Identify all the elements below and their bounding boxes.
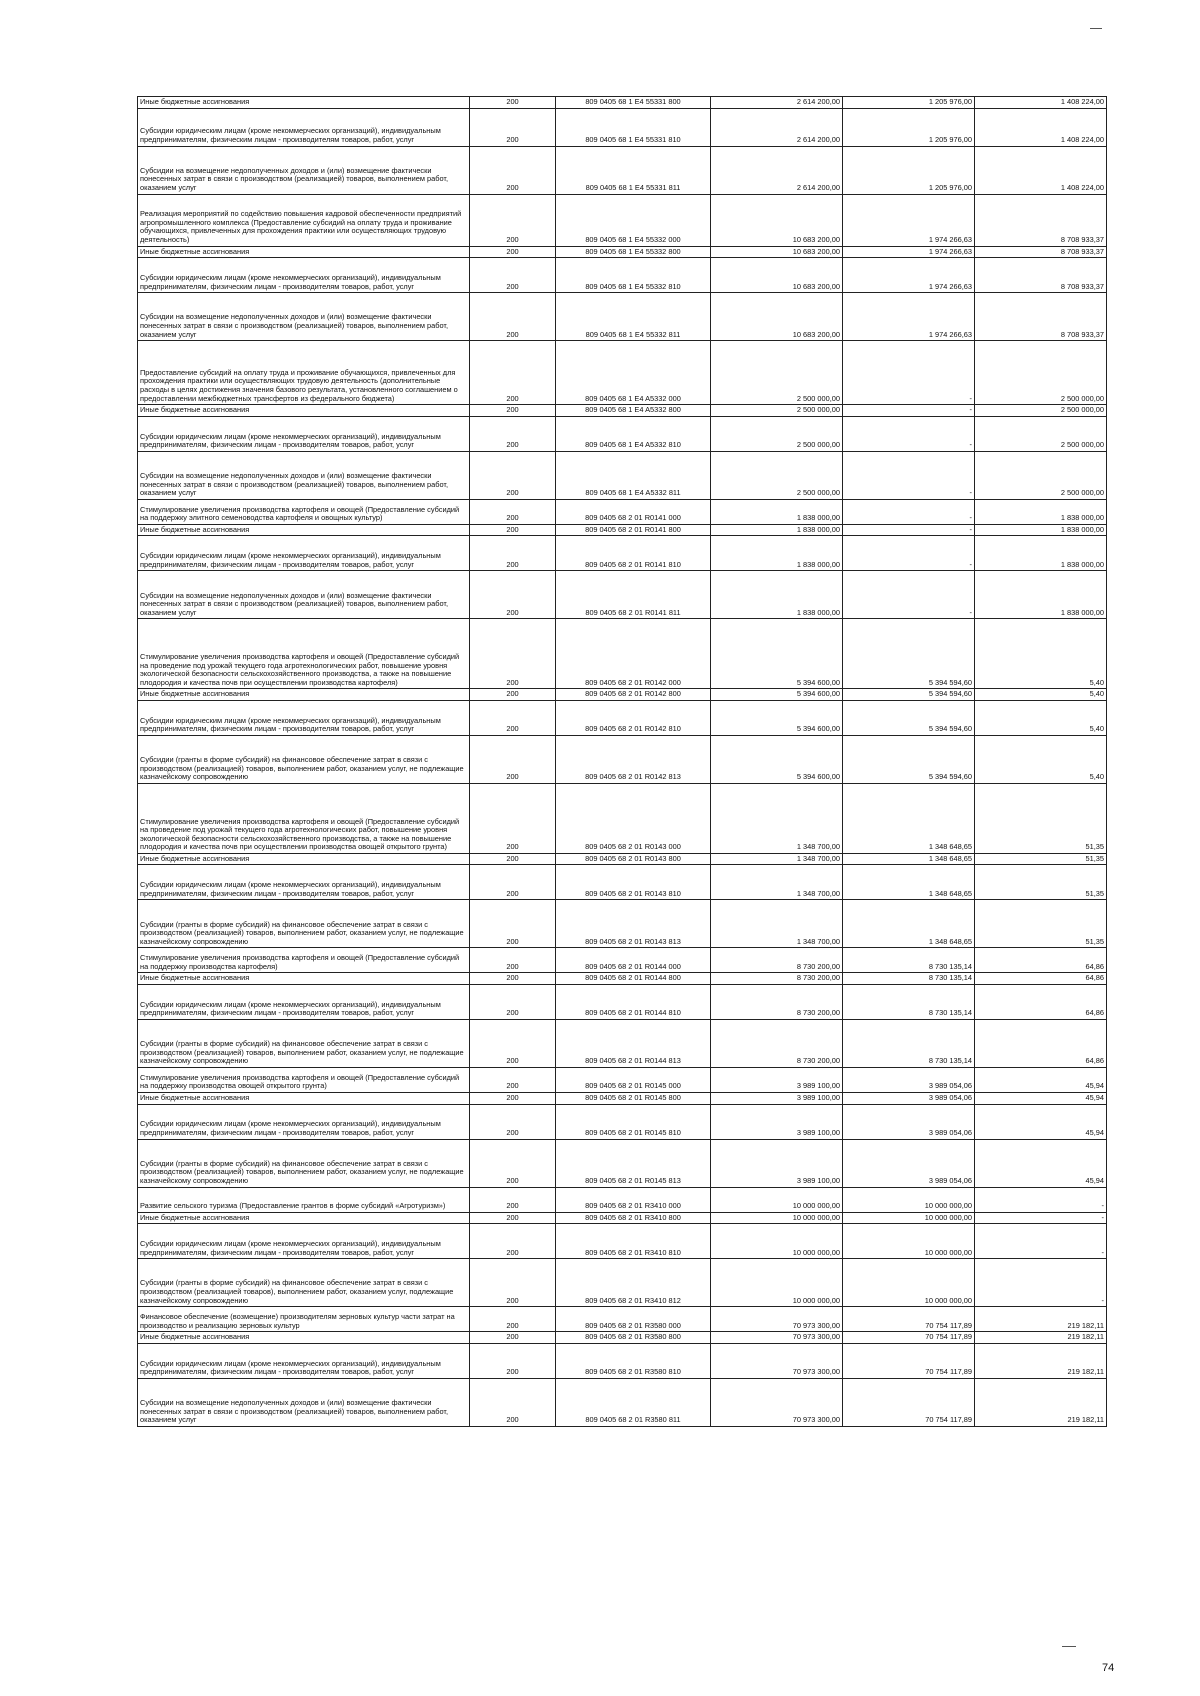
row-classification-cell: 809 0405 68 2 01 R0145 000 bbox=[556, 1068, 711, 1093]
row-planned-amount-cell: 3 989 100,00 bbox=[711, 1068, 843, 1093]
table-row bbox=[138, 416, 1107, 451]
row-code-cell: 200 bbox=[470, 1104, 556, 1139]
row-classification-cell: 809 0405 68 2 01 R0142 813 bbox=[556, 735, 711, 783]
row-code-cell: 200 bbox=[470, 973, 556, 985]
row-name-cell: Иные бюджетные ассигнования bbox=[138, 1093, 470, 1105]
table-row bbox=[138, 499, 1107, 524]
row-code-cell: 200 bbox=[470, 293, 556, 341]
row-planned-amount-cell: 70 973 300,00 bbox=[711, 1378, 843, 1426]
row-code-cell: 200 bbox=[470, 1378, 556, 1426]
row-planned-amount-cell: 1 348 700,00 bbox=[711, 900, 843, 948]
row-classification-cell: 809 0405 68 1 E4 55332 810 bbox=[556, 258, 711, 293]
table-row bbox=[138, 536, 1107, 571]
row-remaining-amount-cell: 5,40 bbox=[975, 735, 1107, 783]
row-planned-amount-cell: 8 730 200,00 bbox=[711, 973, 843, 985]
row-name-cell: Субсидии юридическим лицам (кроме некоммерческих организаций), индивидуальным предпринимателям, физическим лицам - производителям товаров, работ, услуг bbox=[138, 865, 470, 900]
row-code-cell: 200 bbox=[470, 499, 556, 524]
table-row bbox=[138, 258, 1107, 293]
row-planned-amount-cell: 10 683 200,00 bbox=[711, 194, 843, 246]
row-classification-cell: 809 0405 68 2 01 R3580 811 bbox=[556, 1378, 711, 1426]
row-remaining-amount-cell: 8 708 933,37 bbox=[975, 246, 1107, 258]
row-name-cell: Субсидии юридическим лицам (кроме некоммерческих организаций), индивидуальным предпринимателям, физическим лицам - производителям товаров, работ, услуг bbox=[138, 416, 470, 451]
row-classification-cell: 809 0405 68 2 01 R0144 000 bbox=[556, 948, 711, 973]
row-executed-amount-cell: 10 000 000,00 bbox=[843, 1187, 975, 1212]
table-row bbox=[138, 985, 1107, 1020]
row-code-cell: 200 bbox=[470, 246, 556, 258]
row-code-cell: 200 bbox=[470, 1307, 556, 1332]
row-executed-amount-cell: 1 974 266,63 bbox=[843, 293, 975, 341]
row-name-cell: Субсидии юридическим лицам (кроме некоммерческих организаций), индивидуальным предпринимателям, физическим лицам - производителям товаров, работ, услуг bbox=[138, 700, 470, 735]
row-executed-amount-cell: 8 730 135,14 bbox=[843, 1020, 975, 1068]
row-code-cell: 200 bbox=[470, 416, 556, 451]
row-executed-amount-cell: 8 730 135,14 bbox=[843, 948, 975, 973]
row-classification-cell: 809 0405 68 2 01 R3410 810 bbox=[556, 1224, 711, 1259]
row-classification-cell: 809 0405 68 2 01 R0145 810 bbox=[556, 1104, 711, 1139]
row-executed-amount-cell: 1 974 266,63 bbox=[843, 194, 975, 246]
row-code-cell: 200 bbox=[470, 1332, 556, 1344]
row-executed-amount-cell: 3 989 054,06 bbox=[843, 1104, 975, 1139]
row-classification-cell: 809 0405 68 2 01 R0143 813 bbox=[556, 900, 711, 948]
row-executed-amount-cell: 5 394 594,60 bbox=[843, 700, 975, 735]
scan-mark-top bbox=[1090, 28, 1102, 29]
row-classification-cell: 809 0405 68 2 01 R0141 800 bbox=[556, 524, 711, 536]
row-classification-cell: 809 0405 68 2 01 R0143 000 bbox=[556, 783, 711, 853]
table-row bbox=[138, 865, 1107, 900]
row-executed-amount-cell: - bbox=[843, 524, 975, 536]
table-row bbox=[138, 1343, 1107, 1378]
table-row bbox=[138, 619, 1107, 689]
row-planned-amount-cell: 3 989 100,00 bbox=[711, 1139, 843, 1187]
row-code-cell: 200 bbox=[470, 571, 556, 619]
row-remaining-amount-cell: 219 182,11 bbox=[975, 1307, 1107, 1332]
row-name-cell: Субсидии юридическим лицам (кроме некоммерческих организаций), индивидуальным предпринимателям, физическим лицам - производителям товаров, работ, услуг bbox=[138, 985, 470, 1020]
row-planned-amount-cell: 10 000 000,00 bbox=[711, 1259, 843, 1307]
row-executed-amount-cell: - bbox=[843, 405, 975, 417]
row-executed-amount-cell: 8 730 135,14 bbox=[843, 985, 975, 1020]
row-code-cell: 200 bbox=[470, 1212, 556, 1224]
scan-mark-bottom bbox=[1062, 1646, 1076, 1647]
row-executed-amount-cell: 3 989 054,06 bbox=[843, 1093, 975, 1105]
row-executed-amount-cell: 1 205 976,00 bbox=[843, 108, 975, 146]
row-planned-amount-cell: 2 500 000,00 bbox=[711, 451, 843, 499]
table-row bbox=[138, 1259, 1107, 1307]
row-executed-amount-cell: 1 348 648,65 bbox=[843, 853, 975, 865]
row-classification-cell: 809 0405 68 1 E4 55332 000 bbox=[556, 194, 711, 246]
row-code-cell: 200 bbox=[470, 1020, 556, 1068]
table-row bbox=[138, 1104, 1107, 1139]
table-row bbox=[138, 689, 1107, 701]
row-planned-amount-cell: 3 989 100,00 bbox=[711, 1104, 843, 1139]
row-planned-amount-cell: 5 394 600,00 bbox=[711, 689, 843, 701]
row-code-cell: 200 bbox=[470, 735, 556, 783]
row-classification-cell: 809 0405 68 1 E4 55331 800 bbox=[556, 97, 711, 109]
row-planned-amount-cell: 1 838 000,00 bbox=[711, 536, 843, 571]
table-row bbox=[138, 571, 1107, 619]
row-remaining-amount-cell: 8 708 933,37 bbox=[975, 258, 1107, 293]
row-classification-cell: 809 0405 68 2 01 R3580 800 bbox=[556, 1332, 711, 1344]
row-remaining-amount-cell: 45,94 bbox=[975, 1093, 1107, 1105]
row-executed-amount-cell: 5 394 594,60 bbox=[843, 735, 975, 783]
row-name-cell: Субсидии юридическим лицам (кроме некоммерческих организаций), индивидуальным предпринимателям, физическим лицам - производителям товаров, работ, услуг bbox=[138, 1343, 470, 1378]
row-executed-amount-cell: 10 000 000,00 bbox=[843, 1212, 975, 1224]
row-name-cell: Предоставление субсидий на оплату труда и проживание обучающихся, привлеченных для прохождения практики или осуществляющих трудовую деятельность (дополнительные расходы в целях достижения значения базового результата, установленного соглашением о предоставлении межбюджетных трансфертов из федерального бюджета) bbox=[138, 341, 470, 405]
row-planned-amount-cell: 2 500 000,00 bbox=[711, 341, 843, 405]
row-name-cell: Субсидии на возмещение недополученных доходов и (или) возмещение фактически понесенных затрат в связи с производством (реализацией) товаров, выполнением работ, оказанием услуг bbox=[138, 146, 470, 194]
row-name-cell: Иные бюджетные ассигнования bbox=[138, 1332, 470, 1344]
row-name-cell: Субсидии юридическим лицам (кроме некоммерческих организаций), индивидуальным предпринимателям, физическим лицам - производителям товаров, работ, услуг bbox=[138, 108, 470, 146]
table-row bbox=[138, 783, 1107, 853]
row-remaining-amount-cell: 5,40 bbox=[975, 700, 1107, 735]
table-row bbox=[138, 1378, 1107, 1426]
row-name-cell: Развитие сельского туризма (Предоставление грантов в форме субсидий «Агротуризм») bbox=[138, 1187, 470, 1212]
row-name-cell: Субсидии юридическим лицам (кроме некоммерческих организаций), индивидуальным предпринимателям, физическим лицам - производителям товаров, работ, услуг bbox=[138, 536, 470, 571]
table-row bbox=[138, 1224, 1107, 1259]
row-classification-cell: 809 0405 68 1 E4 55331 811 bbox=[556, 146, 711, 194]
row-code-cell: 200 bbox=[470, 405, 556, 417]
row-code-cell: 200 bbox=[470, 853, 556, 865]
row-remaining-amount-cell: 51,35 bbox=[975, 853, 1107, 865]
table-row bbox=[138, 973, 1107, 985]
row-name-cell: Субсидии (гранты в форме субсидий) на финансовое обеспечение затрат в связи с производством (реализацией) товаров, выполнением работ, оказанием услуг, не подлежащие казначейскому сопровождению bbox=[138, 900, 470, 948]
table-row bbox=[138, 700, 1107, 735]
row-remaining-amount-cell: 1 838 000,00 bbox=[975, 499, 1107, 524]
table-row bbox=[138, 735, 1107, 783]
row-planned-amount-cell: 2 614 200,00 bbox=[711, 146, 843, 194]
table-row bbox=[138, 853, 1107, 865]
row-name-cell: Стимулирование увеличения производства картофеля и овощей (Предоставление субсидий на поддержку производства овощей открытого грунта) bbox=[138, 1068, 470, 1093]
row-executed-amount-cell: 1 974 266,63 bbox=[843, 246, 975, 258]
table-row bbox=[138, 108, 1107, 146]
row-classification-cell: 809 0405 68 2 01 R3580 810 bbox=[556, 1343, 711, 1378]
row-classification-cell: 809 0405 68 2 01 R0141 000 bbox=[556, 499, 711, 524]
row-remaining-amount-cell: 219 182,11 bbox=[975, 1343, 1107, 1378]
row-code-cell: 200 bbox=[470, 97, 556, 109]
row-code-cell: 200 bbox=[470, 536, 556, 571]
row-classification-cell: 809 0405 68 1 E4 A5332 000 bbox=[556, 341, 711, 405]
row-name-cell: Субсидии (гранты в форме субсидий) на финансовое обеспечение затрат в связи с производством (реализацией) товаров, выполнением работ, оказанием услуг, не подлежащие казначейскому сопровождению bbox=[138, 1020, 470, 1068]
row-classification-cell: 809 0405 68 2 01 R0145 800 bbox=[556, 1093, 711, 1105]
row-classification-cell: 809 0405 68 2 01 R0142 000 bbox=[556, 619, 711, 689]
table-row bbox=[138, 293, 1107, 341]
row-classification-cell: 809 0405 68 2 01 R3410 812 bbox=[556, 1259, 711, 1307]
row-code-cell: 200 bbox=[470, 1343, 556, 1378]
row-remaining-amount-cell: - bbox=[975, 1259, 1107, 1307]
row-code-cell: 200 bbox=[470, 948, 556, 973]
row-planned-amount-cell: 1 348 700,00 bbox=[711, 783, 843, 853]
table-row bbox=[138, 1093, 1107, 1105]
row-name-cell: Субсидии на возмещение недополученных доходов и (или) возмещение фактически понесенных затрат в связи с производством (реализацией) товаров, выполнением работ, оказанием услуг bbox=[138, 571, 470, 619]
row-planned-amount-cell: 5 394 600,00 bbox=[711, 735, 843, 783]
row-code-cell: 200 bbox=[470, 985, 556, 1020]
row-executed-amount-cell: 70 754 117,89 bbox=[843, 1332, 975, 1344]
row-remaining-amount-cell: 64,86 bbox=[975, 985, 1107, 1020]
row-code-cell: 200 bbox=[470, 783, 556, 853]
row-executed-amount-cell: - bbox=[843, 571, 975, 619]
row-planned-amount-cell: 5 394 600,00 bbox=[711, 700, 843, 735]
row-classification-cell: 809 0405 68 2 01 R0143 810 bbox=[556, 865, 711, 900]
row-executed-amount-cell: 1 348 648,65 bbox=[843, 900, 975, 948]
row-classification-cell: 809 0405 68 1 E4 A5332 811 bbox=[556, 451, 711, 499]
row-planned-amount-cell: 1 348 700,00 bbox=[711, 865, 843, 900]
row-executed-amount-cell: 3 989 054,06 bbox=[843, 1068, 975, 1093]
row-classification-cell: 809 0405 68 2 01 R3580 000 bbox=[556, 1307, 711, 1332]
row-remaining-amount-cell: 1 838 000,00 bbox=[975, 536, 1107, 571]
row-classification-cell: 809 0405 68 2 01 R0141 810 bbox=[556, 536, 711, 571]
row-name-cell: Субсидии (гранты в форме субсидий) на финансовое обеспечение затрат в связи с производством (реализацией товаров), выполнением работ, оказанием услуг, подлежащие казначейскому сопровождению bbox=[138, 1259, 470, 1307]
row-classification-cell: 809 0405 68 1 E4 55332 811 bbox=[556, 293, 711, 341]
row-remaining-amount-cell: 1 838 000,00 bbox=[975, 524, 1107, 536]
row-executed-amount-cell: 70 754 117,89 bbox=[843, 1343, 975, 1378]
row-name-cell: Субсидии юридическим лицам (кроме некоммерческих организаций), индивидуальным предпринимателям, физическим лицам - производителям товаров, работ, услуг bbox=[138, 258, 470, 293]
row-name-cell: Иные бюджетные ассигнования bbox=[138, 853, 470, 865]
row-planned-amount-cell: 2 500 000,00 bbox=[711, 405, 843, 417]
row-remaining-amount-cell: 1 838 000,00 bbox=[975, 571, 1107, 619]
row-planned-amount-cell: 10 683 200,00 bbox=[711, 293, 843, 341]
table-row bbox=[138, 1332, 1107, 1344]
row-remaining-amount-cell: - bbox=[975, 1187, 1107, 1212]
row-classification-cell: 809 0405 68 1 E4 A5332 810 bbox=[556, 416, 711, 451]
table-row bbox=[138, 146, 1107, 194]
row-name-cell: Субсидии юридическим лицам (кроме некоммерческих организаций), индивидуальным предпринимателям, физическим лицам - производителям товаров, работ, услуг bbox=[138, 1224, 470, 1259]
row-planned-amount-cell: 1 838 000,00 bbox=[711, 499, 843, 524]
row-name-cell: Стимулирование увеличения производства картофеля и овощей (Предоставление субсидий на поддержку производства картофеля) bbox=[138, 948, 470, 973]
row-executed-amount-cell: - bbox=[843, 499, 975, 524]
row-name-cell: Субсидии юридическим лицам (кроме некоммерческих организаций), индивидуальным предпринимателям, физическим лицам - производителям товаров, работ, услуг bbox=[138, 1104, 470, 1139]
table-row bbox=[138, 1139, 1107, 1187]
row-code-cell: 200 bbox=[470, 1139, 556, 1187]
row-remaining-amount-cell: 219 182,11 bbox=[975, 1332, 1107, 1344]
row-remaining-amount-cell: 45,94 bbox=[975, 1139, 1107, 1187]
row-classification-cell: 809 0405 68 1 E4 55331 810 bbox=[556, 108, 711, 146]
row-remaining-amount-cell: - bbox=[975, 1212, 1107, 1224]
row-executed-amount-cell: 10 000 000,00 bbox=[843, 1224, 975, 1259]
row-code-cell: 200 bbox=[470, 1224, 556, 1259]
row-planned-amount-cell: 2 614 200,00 bbox=[711, 108, 843, 146]
table-row bbox=[138, 524, 1107, 536]
row-remaining-amount-cell: 45,94 bbox=[975, 1068, 1107, 1093]
table-row bbox=[138, 97, 1107, 109]
table-row bbox=[138, 405, 1107, 417]
row-remaining-amount-cell: 5,40 bbox=[975, 689, 1107, 701]
row-code-cell: 200 bbox=[470, 524, 556, 536]
row-code-cell: 200 bbox=[470, 619, 556, 689]
row-remaining-amount-cell: 8 708 933,37 bbox=[975, 194, 1107, 246]
row-remaining-amount-cell: 64,86 bbox=[975, 973, 1107, 985]
table-row bbox=[138, 1187, 1107, 1212]
row-executed-amount-cell: 1 974 266,63 bbox=[843, 258, 975, 293]
table-row bbox=[138, 1068, 1107, 1093]
row-remaining-amount-cell: 64,86 bbox=[975, 1020, 1107, 1068]
table-row bbox=[138, 1307, 1107, 1332]
row-planned-amount-cell: 8 730 200,00 bbox=[711, 1020, 843, 1068]
table-row bbox=[138, 1212, 1107, 1224]
row-code-cell: 200 bbox=[470, 689, 556, 701]
row-code-cell: 200 bbox=[470, 900, 556, 948]
row-remaining-amount-cell: 2 500 000,00 bbox=[975, 451, 1107, 499]
row-name-cell: Субсидии на возмещение недополученных доходов и (или) возмещение фактически понесенных затрат в связи с производством (реализацией) товаров, выполнением работ, оказанием услуг bbox=[138, 451, 470, 499]
row-code-cell: 200 bbox=[470, 865, 556, 900]
row-classification-cell: 809 0405 68 2 01 R0141 811 bbox=[556, 571, 711, 619]
row-classification-cell: 809 0405 68 1 E4 55332 800 bbox=[556, 246, 711, 258]
row-name-cell: Иные бюджетные ассигнования bbox=[138, 524, 470, 536]
row-name-cell: Иные бюджетные ассигнования bbox=[138, 689, 470, 701]
row-remaining-amount-cell: 1 408 224,00 bbox=[975, 146, 1107, 194]
row-planned-amount-cell: 2 500 000,00 bbox=[711, 416, 843, 451]
table-row bbox=[138, 1020, 1107, 1068]
row-planned-amount-cell: 3 989 100,00 bbox=[711, 1093, 843, 1105]
table-row bbox=[138, 341, 1107, 405]
row-executed-amount-cell: 1 348 648,65 bbox=[843, 783, 975, 853]
row-name-cell: Субсидии (гранты в форме субсидий) на финансовое обеспечение затрат в связи с производством (реализацией) товаров, выполнением работ, оказанием услуг, не подлежащие казначейскому сопровождению bbox=[138, 1139, 470, 1187]
row-remaining-amount-cell: 5,40 bbox=[975, 619, 1107, 689]
row-planned-amount-cell: 8 730 200,00 bbox=[711, 948, 843, 973]
row-code-cell: 200 bbox=[470, 194, 556, 246]
row-remaining-amount-cell: 1 408 224,00 bbox=[975, 97, 1107, 109]
row-code-cell: 200 bbox=[470, 1068, 556, 1093]
row-planned-amount-cell: 5 394 600,00 bbox=[711, 619, 843, 689]
row-name-cell: Субсидии на возмещение недополученных доходов и (или) возмещение фактически понесенных затрат в связи с производством (реализацией) товаров, выполнением работ, оказанием услуг bbox=[138, 1378, 470, 1426]
row-classification-cell: 809 0405 68 2 01 R0145 813 bbox=[556, 1139, 711, 1187]
row-remaining-amount-cell: 64,86 bbox=[975, 948, 1107, 973]
table-body bbox=[138, 97, 1107, 1427]
row-executed-amount-cell: 10 000 000,00 bbox=[843, 1259, 975, 1307]
row-planned-amount-cell: 70 973 300,00 bbox=[711, 1343, 843, 1378]
row-remaining-amount-cell: 2 500 000,00 bbox=[975, 341, 1107, 405]
row-planned-amount-cell: 1 838 000,00 bbox=[711, 571, 843, 619]
row-name-cell: Иные бюджетные ассигнования bbox=[138, 973, 470, 985]
row-planned-amount-cell: 8 730 200,00 bbox=[711, 985, 843, 1020]
row-name-cell: Субсидии на возмещение недополученных доходов и (или) возмещение фактически понесенных затрат в связи с производством (реализацией) товаров, выполнением работ, оказанием услуг bbox=[138, 293, 470, 341]
page-number: 74 bbox=[1102, 1662, 1115, 1674]
row-executed-amount-cell: 1 205 976,00 bbox=[843, 146, 975, 194]
row-planned-amount-cell: 70 973 300,00 bbox=[711, 1307, 843, 1332]
row-planned-amount-cell: 10 000 000,00 bbox=[711, 1224, 843, 1259]
row-code-cell: 200 bbox=[470, 451, 556, 499]
row-planned-amount-cell: 1 838 000,00 bbox=[711, 524, 843, 536]
row-name-cell: Стимулирование увеличения производства картофеля и овощей (Предоставление субсидий на проведение под урожай текущего года агротехнологических работ, повышение уровня экологической безопасности сельскохозяйственного производства, а также на повышение плодородия и качества почв при осуществлении производства овощей открытого грунта) bbox=[138, 783, 470, 853]
row-classification-cell: 809 0405 68 2 01 R3410 800 bbox=[556, 1212, 711, 1224]
row-code-cell: 200 bbox=[470, 1187, 556, 1212]
row-name-cell: Финансовое обеспечение (возмещение) производителям зерновых культур части затрат на производство и реализацию зерновых культур bbox=[138, 1307, 470, 1332]
row-remaining-amount-cell: 45,94 bbox=[975, 1104, 1107, 1139]
table-row bbox=[138, 948, 1107, 973]
table-row bbox=[138, 246, 1107, 258]
row-classification-cell: 809 0405 68 2 01 R0142 800 bbox=[556, 689, 711, 701]
row-executed-amount-cell: - bbox=[843, 341, 975, 405]
row-code-cell: 200 bbox=[470, 146, 556, 194]
row-planned-amount-cell: 10 683 200,00 bbox=[711, 258, 843, 293]
row-remaining-amount-cell: 51,35 bbox=[975, 783, 1107, 853]
row-name-cell: Иные бюджетные ассигнования bbox=[138, 1212, 470, 1224]
row-executed-amount-cell: - bbox=[843, 451, 975, 499]
row-name-cell: Стимулирование увеличения производства картофеля и овощей (Предоставление субсидий на поддержку элитного семеноводства картофеля и овощных культур) bbox=[138, 499, 470, 524]
row-planned-amount-cell: 10 000 000,00 bbox=[711, 1187, 843, 1212]
row-name-cell: Иные бюджетные ассигнования bbox=[138, 246, 470, 258]
row-planned-amount-cell: 10 683 200,00 bbox=[711, 246, 843, 258]
table-row bbox=[138, 900, 1107, 948]
row-executed-amount-cell: 1 348 648,65 bbox=[843, 865, 975, 900]
row-code-cell: 200 bbox=[470, 1259, 556, 1307]
row-remaining-amount-cell: 51,35 bbox=[975, 900, 1107, 948]
row-remaining-amount-cell: 219 182,11 bbox=[975, 1378, 1107, 1426]
row-remaining-amount-cell: 8 708 933,37 bbox=[975, 293, 1107, 341]
row-executed-amount-cell: 70 754 117,89 bbox=[843, 1307, 975, 1332]
row-name-cell: Иные бюджетные ассигнования bbox=[138, 97, 470, 109]
row-code-cell: 200 bbox=[470, 258, 556, 293]
table-row bbox=[138, 194, 1107, 246]
row-classification-cell: 809 0405 68 2 01 R0143 800 bbox=[556, 853, 711, 865]
row-name-cell: Субсидии (гранты в форме субсидий) на финансовое обеспечение затрат в связи с производством (реализацией) товаров, выполнением работ, оказанием услуг, не подлежащие казначейскому сопровождению bbox=[138, 735, 470, 783]
row-code-cell: 200 bbox=[470, 700, 556, 735]
row-executed-amount-cell: 70 754 117,89 bbox=[843, 1378, 975, 1426]
row-code-cell: 200 bbox=[470, 341, 556, 405]
row-planned-amount-cell: 2 614 200,00 bbox=[711, 97, 843, 109]
table-row bbox=[138, 451, 1107, 499]
row-executed-amount-cell: 5 394 594,60 bbox=[843, 619, 975, 689]
row-code-cell: 200 bbox=[470, 108, 556, 146]
row-planned-amount-cell: 10 000 000,00 bbox=[711, 1212, 843, 1224]
row-executed-amount-cell: 8 730 135,14 bbox=[843, 973, 975, 985]
row-executed-amount-cell: 5 394 594,60 bbox=[843, 689, 975, 701]
row-classification-cell: 809 0405 68 1 E4 A5332 800 bbox=[556, 405, 711, 417]
row-remaining-amount-cell: 2 500 000,00 bbox=[975, 405, 1107, 417]
row-planned-amount-cell: 1 348 700,00 bbox=[711, 853, 843, 865]
row-executed-amount-cell: - bbox=[843, 416, 975, 451]
row-classification-cell: 809 0405 68 2 01 R0144 800 bbox=[556, 973, 711, 985]
budget-execution-table bbox=[137, 96, 1107, 1427]
row-remaining-amount-cell: - bbox=[975, 1224, 1107, 1259]
row-executed-amount-cell: - bbox=[843, 536, 975, 571]
row-code-cell: 200 bbox=[470, 1093, 556, 1105]
row-classification-cell: 809 0405 68 2 01 R0144 810 bbox=[556, 985, 711, 1020]
row-remaining-amount-cell: 51,35 bbox=[975, 865, 1107, 900]
row-name-cell: Стимулирование увеличения производства картофеля и овощей (Предоставление субсидий на проведение под урожай текущего года агротехнологических работ, повышение уровня экологической безопасности сельскохозяйственного производства, а также на повышение плодородия и качества почв при осуществлении производства картофеля) bbox=[138, 619, 470, 689]
row-name-cell: Реализация мероприятий по содействию повышения кадровой обеспеченности предприятий агропромышленного комплекса (Предоставление субсидий на оплату труда и проживание обучающихся, привлеченных для прохождения практики или осуществляющих трудовую деятельность) bbox=[138, 194, 470, 246]
row-name-cell: Иные бюджетные ассигнования bbox=[138, 405, 470, 417]
row-planned-amount-cell: 70 973 300,00 bbox=[711, 1332, 843, 1344]
row-classification-cell: 809 0405 68 2 01 R0142 810 bbox=[556, 700, 711, 735]
row-remaining-amount-cell: 2 500 000,00 bbox=[975, 416, 1107, 451]
row-executed-amount-cell: 1 205 976,00 bbox=[843, 97, 975, 109]
row-classification-cell: 809 0405 68 2 01 R0144 813 bbox=[556, 1020, 711, 1068]
row-remaining-amount-cell: 1 408 224,00 bbox=[975, 108, 1107, 146]
row-executed-amount-cell: 3 989 054,06 bbox=[843, 1139, 975, 1187]
row-classification-cell: 809 0405 68 2 01 R3410 000 bbox=[556, 1187, 711, 1212]
